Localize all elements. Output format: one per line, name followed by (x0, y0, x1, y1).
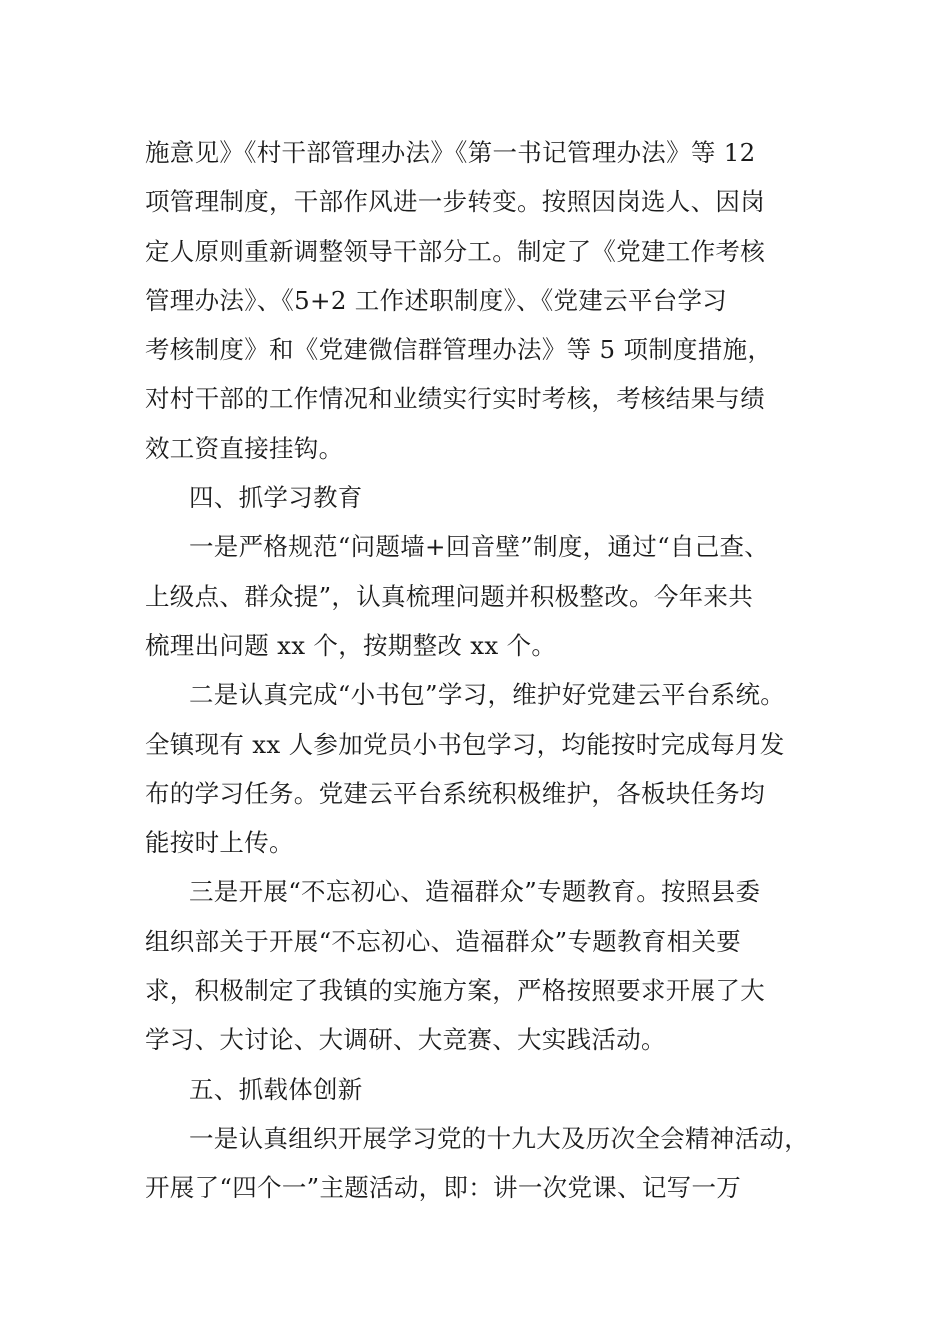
text-line: 求，积极制定了我镇的实施方案，严格按照要求开展了大 (145, 976, 765, 1006)
section-heading: 五、抓载体创新 (189, 1074, 363, 1104)
text-line: 学习、大讨论、大调研、大竞赛、大实践活动。 (145, 1025, 666, 1055)
paragraph-start: 三是开展“不忘初心、造福群众”专题教育。按照县委 (189, 877, 761, 907)
text-line: 效工资直接挂钩。 (145, 433, 344, 463)
text-line: 项管理制度，干部作风进一步转变。按照因岗选人、因岗 (145, 187, 765, 217)
text-line: 考核制度》和《党建微信群管理办法》等 5 项制度措施， (145, 335, 773, 365)
text-line: 对村干部的工作情况和业绩实行实时考核，考核结果与绩 (145, 384, 765, 414)
paragraph-start: 二是认真完成“小书包”学习，维护好党建云平台系统。 (189, 680, 786, 710)
text-line: 全镇现有 xx 人参加党员小书包学习，均能按时完成每月发 (145, 729, 785, 759)
section-heading: 四、抓学习教育 (189, 483, 363, 513)
text-line: 布的学习任务。党建云平台系统积极维护，各板块任务均 (145, 778, 765, 808)
document-body (145, 128, 825, 1213)
text-line: 定人原则重新调整领导干部分工。制定了《党建工作考核 (145, 236, 765, 266)
text-line: 开展了“四个一”主题活动，即：讲一次党课、记写一万 (145, 1173, 742, 1203)
text-line: 能按时上传。 (145, 828, 294, 858)
paragraph-start: 一是认真组织开展学习党的十九大及历次全会精神活动， (189, 1123, 809, 1153)
text-line: 组织部关于开展“不忘初心、造福群众”专题教育相关要 (145, 926, 742, 956)
text-line: 上级点、群众提”，认真梳理问题并积极整改。今年来共 (145, 581, 754, 611)
text-line: 梳理出问题 xx 个，按期整改 xx 个。 (145, 630, 557, 660)
paragraph-start: 一是严格规范“问题墙+回音壁”制度，通过“自己查、 (189, 532, 770, 562)
text-line: 施意见》《村干部管理办法》《第一书记管理办法》等 12 (145, 138, 756, 167)
text-line: 管理办法》、《5+2 工作述职制度》、《党建云平台学习 (145, 285, 728, 315)
